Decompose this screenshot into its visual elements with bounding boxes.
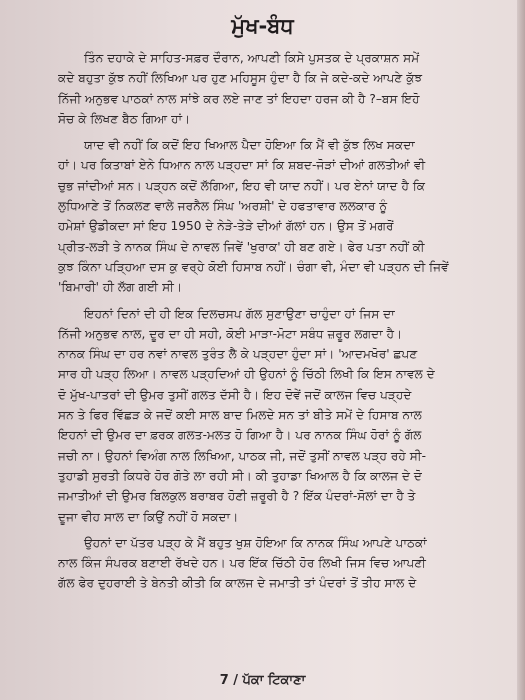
text-line: ਸੋਚ ਕੇ ਲਿਖਣ ਬੈਠ ਗਿਆ ਹਾਂ। xyxy=(58,111,191,126)
text-line: ਨਿੱਜੀ ਅਨੁਭਵ ਨਾਲ, ਦੂਰ ਦਾ ਹੀ ਸਹੀ, ਕੋਈ ਮਾੜਾ-ਮੋਟਾ ਸਬੰਧ ਜ਼ਰੂਰ ਲਗਦਾ ਹੈ। xyxy=(58,326,403,341)
paragraph-4 xyxy=(58,533,493,594)
body-text xyxy=(58,48,493,600)
text-line: ਉਹਨਾਂ ਦਾ ਪੱਤਰ ਪੜ੍ਹ ਕੇ ਮੈਂ ਬਹੁਤ ਖੁਸ਼ ਹੋਇਆ ਕਿ ਨਾਨਕ ਸਿੰਘ ਆਪਣੇ ਪਾਠਕਾਂ xyxy=(84,535,427,550)
text-line: ਹਮੇਸ਼ਾਂ ਉਡੀਕਦਾ ਸਾਂ ਇਹ 1950 ਦੇ ਨੇੜੇ-ਤੇੜੇ ਦੀਆਂ ਗੱਲਾਂ ਹਨ। ਉਸ ਤੋਂ ਮਗਰੋਂ xyxy=(58,219,394,234)
text-line: ਯਾਦ ਵੀ ਨਹੀਂ ਕਿ ਕਦੋਂ ਇਹ ਖਿਆਲ ਪੈਦਾ ਹੋਇਆ ਕਿ ਮੈਂ ਵੀ ਕੁੱਝ ਲਿਖ ਸਕਦਾ xyxy=(84,138,415,153)
text-line: 'ਬਿਮਾਰੀ' ਹੀ ਲੱਗ ਗਈ ਸੀ। xyxy=(58,280,183,295)
text-line: ਲੁਧਿਆਣੇ ਤੋਂ ਨਿਕਲਣ ਵਾਲੇ ਜਰਨੈਲ ਸਿੰਘ 'ਅਰਸ਼ੀ' ਦੇ ਹਫਤਾਵਾਰ ਲਲਕਾਰ ਨੂੰ xyxy=(58,199,388,214)
page-title: ਮੁੱਖ-ਬੰਧ xyxy=(231,14,294,38)
text-line: ਸਨ ਤੇ ਫਿਰ ਵਿੱਛੜ ਕੇ ਜਦੋਂ ਕਈ ਸਾਲ ਬਾਦ ਮਿਲਦੇ ਸਨ ਤਾਂ ਬੀਤੇ ਸਮੇਂ ਦੇ ਹਿਸਾਬ ਨਾਲ xyxy=(58,408,422,423)
paragraph-3 xyxy=(58,304,493,527)
page-edge xyxy=(517,0,525,700)
text-line: ਜਮਾਤੀਆਂ ਦੀ ਉਮਰ ਬਿਲਕੁਲ ਬਰਾਬਰ ਹੋਣੀ ਜ਼ਰੂਰੀ ਹੈ ? ਇੱਕ ਪੰਦਰਾਂ-ਸੋਲਾਂ ਦਾ ਹੈ ਤੇ xyxy=(58,489,416,504)
text-line: ਨਾਨਕ ਸਿੰਘ ਦਾ ਹਰ ਨਵਾਂ ਨਾਵਲ ਤੁਰੰਤ ਲੈ ਕੇ ਪੜ੍ਹਦਾ ਹੁੰਦਾ ਸਾਂ। 'ਆਦਮਖੋਰ' ਛਪਣ xyxy=(58,347,418,362)
text-line: ਚੁਭ ਜਾਂਦੀਆਂ ਸਨ। ਪੜ੍ਹਨ ਕਦੋਂ ਲੱਗਿਆ, ਇਹ ਵੀ ਯਾਦ ਨਹੀਂ। ਪਰ ਏਨਾਂ ਯਾਦ ਹੈ ਕਿ xyxy=(58,178,426,193)
paragraph-2 xyxy=(58,135,493,297)
text-line: ਤਿੰਨ ਦਹਾਕੇ ਦੇ ਸਾਹਿਤ-ਸਫ਼ਰ ਦੌਰਾਨ, ਆਪਣੀ ਕਿਸੇ ਪੁਸਤਕ ਦੇ ਪ੍ਰਕਾਸ਼ਨ ਸਮੇਂ xyxy=(84,51,420,65)
page-footer: 7 / ਪੱਕਾ ਟਿਕਾਣਾ xyxy=(219,673,306,688)
text-line: ਤੁਹਾਡੀ ਸੁਰਤੀ ਕਿਧਰੇ ਹੋਰ ਗੋਤੇ ਲਾ ਰਹੀ ਸੀ। ਕੀ ਤੁਹਾਡਾ ਖਿਆਲ ਹੈ ਕਿ ਕਾਲਜ ਦੇ ਦੋ xyxy=(58,468,422,483)
text-line: ਕੁਝ ਕਿੰਨਾ ਪੜ੍ਹਿਆ ਦਸ ਕੁ ਵਰ੍ਹੇ ਕੋਈ ਹਿਸਾਬ ਨਹੀਂ। ਚੰਗਾ ਵੀ, ਮੰਦਾ ਵੀ ਪੜ੍ਹਨ ਦੀ ਜਿਵੇਂ xyxy=(58,259,449,274)
text-line: ਇਹਨਾਂ ਦਿਨਾਂ ਦੀ ਹੀ ਇਕ ਦਿਲਚਸਪ ਗੱਲ ਸੁਣਾਉਣਾ ਚਾਹੁੰਦਾ ਹਾਂ ਜਿਸ ਦਾ xyxy=(84,306,395,321)
text-line: ਕਦੇ ਬਹੁਤਾ ਕੁੱਝ ਨਹੀਂ ਲਿਖਿਆ ਪਰ ਹੁਣ ਮਹਿਸੂਸ ਹੁੰਦਾ ਹੈ ਕਿ ਜੇ ਕਦੇ-ਕਦੇ ਆਪਣੇ ਕੁੱਝ xyxy=(58,71,423,86)
text-line: ਦੂਜਾ ਵੀਹ ਸਾਲ ਦਾ ਕਿਉਂ ਨਹੀਂ ਹੋ ਸਕਦਾ। xyxy=(58,509,239,524)
text-line: ਹਾਂ। ਪਰ ਕਿਤਾਬਾਂ ਏਨੇ ਧਿਆਨ ਨਾਲ ਪੜ੍ਹਦਾ ਸਾਂ ਕਿ ਸ਼ਬਦ-ਜੋੜਾਂ ਦੀਆਂ ਗਲਤੀਆਂ ਵੀ xyxy=(58,158,426,173)
text-line: ਇਹਨਾਂ ਦੀ ਉਮਰ ਦਾ ਫ਼ਰਕ ਗਲਤ-ਮਲਤ ਹੋ ਗਿਆ ਹੈ। ਪਰ ਨਾਨਕ ਸਿੰਘ ਹੋਰਾਂ ਨੂੰ ਗੱਲ xyxy=(58,428,422,443)
text-line: ਦੋ ਮੁੱਖ-ਪਾਤਰਾਂ ਦੀ ਉਮਰ ਤੁਸੀਂ ਗਲਤ ਦੱਸੀ ਹੈ। ਇਹ ਦੋਵੇਂ ਜਦੋਂ ਕਾਲਜ ਵਿਚ ਪੜ੍ਹਦੇ xyxy=(58,387,412,402)
text-line: ਸਾਰ ਹੀ ਪੜ੍ਹ ਲਿਆ। ਨਾਵਲ ਪੜ੍ਹਦਿਆਂ ਹੀ ਉਹਨਾਂ ਨੂੰ ਚਿੱਠੀ ਲਿਖੀ ਕਿ ਇਸ ਨਾਵਲ ਦੇ xyxy=(58,367,435,382)
text-line: ਪ੍ਰੀਤ-ਲੜੀ ਤੇ ਨਾਨਕ ਸਿੰਘ ਦੇ ਨਾਵਲ ਜਿਵੇਂ 'ਖੁਰਾਕ' ਹੀ ਬਣ ਗਏ। ਫੇਰ ਪਤਾ ਨਹੀਂ ਕੀ xyxy=(58,239,425,254)
text-line: ਜਚੀ ਨਾ। ਉਹਨਾਂ ਵਿਅੰਗ ਨਾਲ ਲਿਖਿਆ, ਪਾਠਕ ਜੀ, ਜਦੋਂ ਤੁਸੀਂ ਨਾਵਲ ਪੜ੍ਹ ਰਹੇ ਸੀ- xyxy=(58,448,426,463)
text-line: ਨਿੱਜੀ ਅਨੁਭਵ ਪਾਠਕਾਂ ਨਾਲ ਸਾਂਝੇ ਕਰ ਲਏ ਜਾਣ ਤਾਂ ਇਹਦਾ ਹਰਜ ਕੀ ਹੈ ?–ਬਸ ਇਹੋ xyxy=(58,91,420,106)
text-line: ਨਾਲ ਕਿੰਜ ਸੰਪਰਕ ਬਣਾਈ ਰੱਖਦੇ ਹਨ। ਪਰ ਇੱਕ ਚਿੱਠੀ ਹੋਰ ਲਿਖੀ ਜਿਸ ਵਿਚ ਆਪਣੀ xyxy=(58,556,426,571)
paragraph-1 xyxy=(58,48,493,129)
text-line: ਗੱਲ ਫੇਰ ਦੁਹਰਾਈ ਤੇ ਬੇਨਤੀ ਕੀਤੀ ਕਿ ਕਾਲਜ ਦੇ ਜਮਾਤੀ ਤਾਂ ਪੰਦਰਾਂ ਤੋਂ ਤੀਹ ਸਾਲ ਦੇ xyxy=(58,576,417,591)
